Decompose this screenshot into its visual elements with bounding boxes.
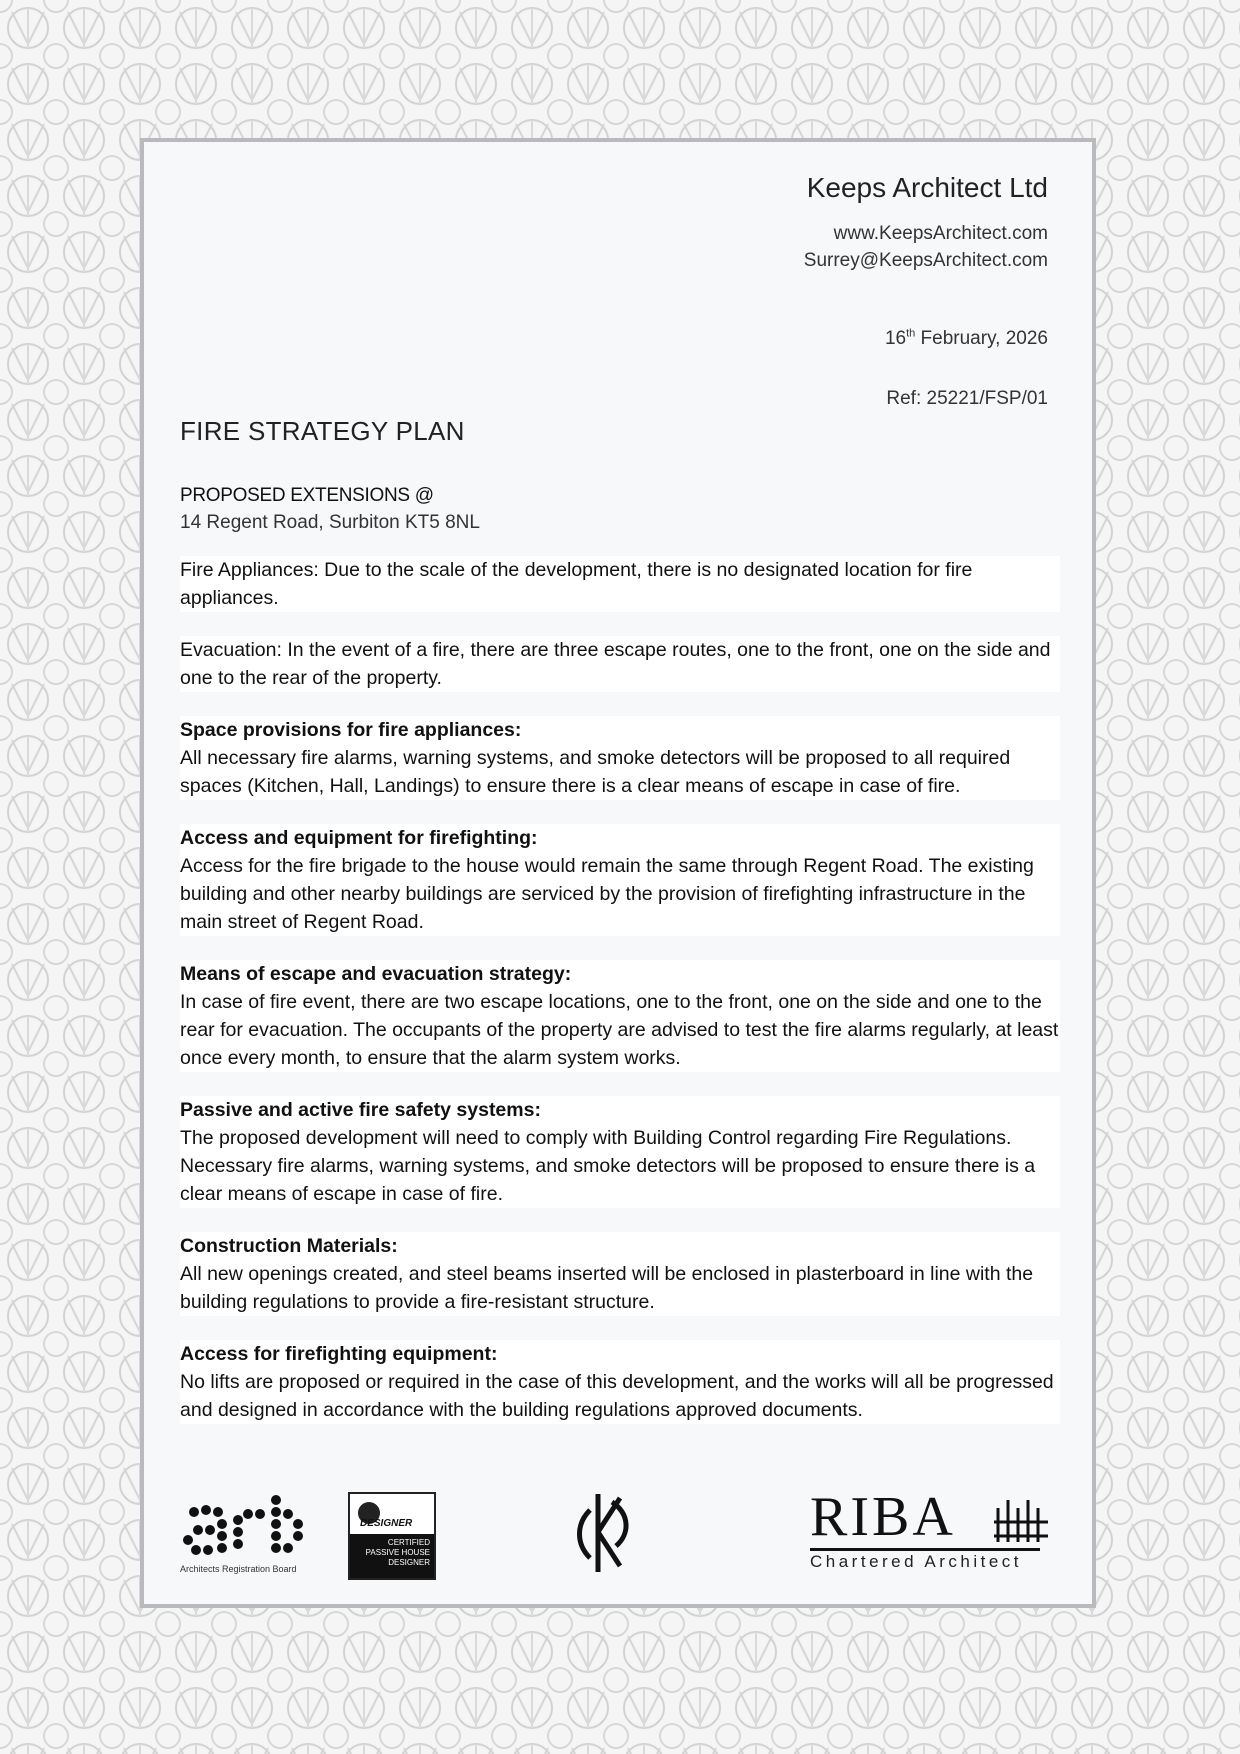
company-website: www.KeepsArchitect.com — [833, 223, 1048, 244]
paragraph-text: Access for the fire brigade to the house would remain the same through Regent Road. The existing building and other nearby buildings are serviced by the provision of firefighting infrastructure in the main street of Regent Road. — [180, 855, 1034, 933]
letter-page — [140, 138, 1096, 1608]
arb-caption: Architects Registration Board — [180, 1564, 297, 1574]
paragraph-heading: Passive and active fire safety systems: — [180, 1099, 541, 1121]
strategy-paragraph — [180, 716, 1060, 800]
footer-logos — [180, 1486, 1060, 1582]
paragraph-text: The proposed development will need to comply with Building Control regarding Fire Regulations. Necessary fire alarms, warning systems, and smoke detectors will be proposed to ensure there is a clear means of escape in case of fire. — [180, 1127, 1036, 1205]
reference-number: Ref: 25221/FSP/01 — [886, 388, 1048, 409]
strategy-paragraph — [180, 636, 1060, 692]
paragraph-text: Evacuation: In the event of a fire, there are three escape routes, one to the front, one on the side and one to the rear of the property. — [180, 639, 1051, 689]
paragraph-heading: Space provisions for fire appliances: — [180, 719, 522, 741]
riba-crest-icon — [992, 1492, 1052, 1548]
project-subheading — [180, 482, 480, 536]
riba-divider — [810, 1548, 1040, 1551]
passive-house-badge — [348, 1492, 436, 1580]
paragraph-heading: Construction Materials: — [180, 1235, 398, 1257]
paragraph-text: Fire Appliances: Due to the scale of the development, there is no designated location for fire appliances. — [180, 559, 973, 609]
paragraph-text: No lifts are proposed or required in the case of this development, and the works will all be progressed and designed in accordance with the building regulations approved documents. — [180, 1371, 1054, 1421]
paragraph-text: In case of fire event, there are two escape locations, one to the front, one on the side and one to the rear for evacuation. The occupants of the property are advised to test the fire alarms regularly, at least once every month, to ensure that the alarm system works. — [180, 991, 1059, 1069]
company-name: Keeps Architect Ltd — [806, 172, 1048, 203]
badge-line-3: DESIGNER — [388, 1558, 430, 1567]
badge-top-text: DESIGNER — [360, 1518, 413, 1529]
badge-line-1: CERTIFIED — [387, 1538, 430, 1547]
project-address: 14 Regent Road, Surbiton KT5 8NL — [180, 512, 480, 533]
strategy-paragraph — [180, 1096, 1060, 1208]
date-month-year: February, 2026 — [915, 328, 1048, 349]
company-header — [804, 170, 1048, 274]
strategy-paragraph — [180, 556, 1060, 612]
company-email: Surrey@KeepsArchitect.com — [803, 250, 1048, 271]
strategy-paragraph — [180, 1232, 1060, 1316]
date-suffix: th — [906, 327, 916, 340]
paragraph-heading: Means of escape and evacuation strategy: — [180, 963, 572, 985]
paragraph-heading: Access for firefighting equipment: — [180, 1343, 498, 1365]
strategy-paragraph — [180, 824, 1060, 936]
paragraph-text: All new openings created, and steel beams inserted will be enclosed in plasterboard in line with the building regulations to provide a fire-resistant structure. — [180, 1263, 1034, 1313]
badge-dark-band — [350, 1534, 434, 1578]
document-title: FIRE STRATEGY PLAN — [180, 416, 465, 446]
paragraph-heading: Access and equipment for firefighting: — [180, 827, 538, 849]
riba-caption: Chartered Architect — [810, 1552, 1023, 1571]
riba-wordmark: RIBA — [810, 1486, 956, 1548]
strategy-paragraph — [180, 1340, 1060, 1424]
strategy-paragraph — [180, 960, 1060, 1072]
paragraph-text: All necessary fire alarms, warning systems, and smoke detectors will be proposed to all required spaces (Kitchen, Hall, Landings) to ensure there is a clear means of escape in case of fire. — [180, 747, 1011, 797]
project-label: PROPOSED EXTENSIONS @ — [180, 485, 434, 506]
badge-line-2: PASSIVE HOUSE — [365, 1548, 430, 1557]
strategy-body — [180, 556, 1060, 1448]
date-day: 16 — [884, 328, 907, 349]
letter-date — [885, 328, 1048, 350]
keeps-architect-monogram — [576, 1488, 632, 1578]
